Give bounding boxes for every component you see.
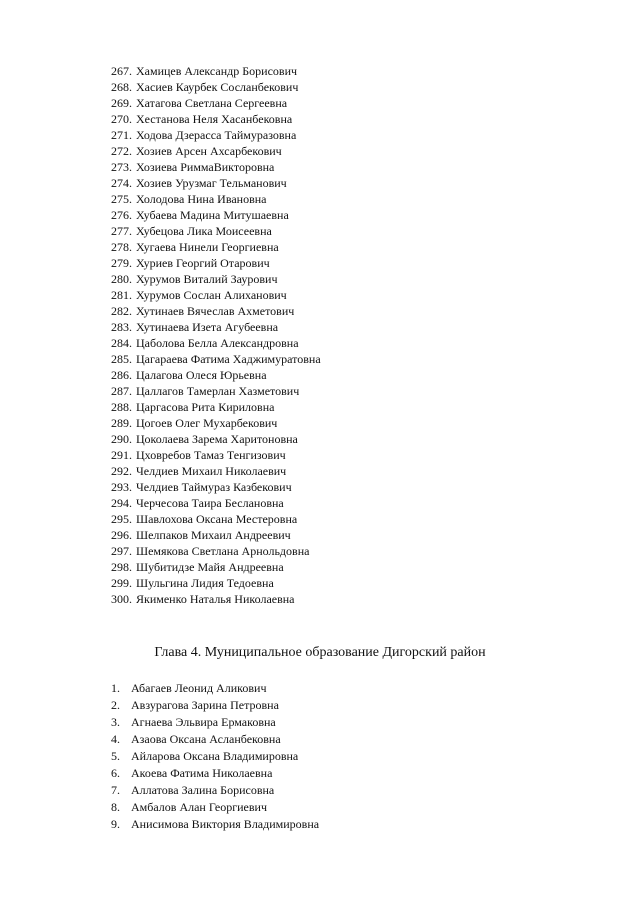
list-item [111,367,321,383]
list-item [111,127,321,143]
list-item [111,543,321,559]
item-name: Амбалов Алан Георгиевич [131,800,267,814]
item-number: 274. [111,176,132,190]
item-name: Челдиев Таймураз Казбекович [136,480,292,494]
item-number: 285. [111,352,132,366]
list-item [111,431,321,447]
item-name: Шубитидзе Майя Андреевна [136,560,284,574]
item-number: 275. [111,192,132,206]
list-item [111,287,321,303]
item-number: 273. [111,160,132,174]
list-item [111,159,321,175]
item-number: 267. [111,64,132,78]
list-item [111,782,319,799]
item-number: 2. [111,698,120,712]
item-name: Айларова Оксана Владимировна [131,749,299,763]
item-name: Хасиев Каурбек Сосланбекович [136,80,299,94]
item-number: 282. [111,304,132,318]
item-name: Царгасова Рита Кириловна [136,400,275,414]
item-number: 289. [111,416,132,430]
item-number: 278. [111,240,132,254]
item-name: Хатагова Светлана Сергеевна [136,96,288,110]
item-name: Цогоев Олег Мухарбекович [136,416,278,430]
item-name: Ходова Дзерасса Таймуразовна [136,128,297,142]
item-name: Цоколаева Зарема Харитоновна [136,432,298,446]
item-name: Цагараева Фатима Хаджимуратовна [136,352,321,366]
list-item [111,697,319,714]
name-list-chapter-4 [111,680,319,833]
item-name: Азаова Оксана Асланбековна [131,732,281,746]
chapter-heading: Глава 4. Муниципальное образование Дигорский район [154,645,486,660]
list-item [111,527,321,543]
item-number: 6. [111,766,120,780]
item-number: 269. [111,96,132,110]
list-item [111,303,321,319]
list-item [111,575,321,591]
list-item [111,111,321,127]
list-item [111,79,321,95]
item-number: 283. [111,320,132,334]
item-number: 277. [111,224,132,238]
item-name: Хугаева Нинели Георгиевна [136,240,279,254]
list-item [111,271,321,287]
list-item [111,255,321,271]
list-item [111,816,319,833]
list-item [111,175,321,191]
item-number: 292. [111,464,132,478]
item-name: Хамицев Александр Борисович [136,64,298,78]
item-name: Якименко Наталья Николаевна [136,592,295,606]
list-item [111,463,321,479]
list-item [111,335,321,351]
list-item [111,495,321,511]
item-name: Хозиев Арсен Ахсарбекович [136,144,282,158]
item-number: 5. [111,749,120,763]
list-item [111,383,321,399]
list-item [111,207,321,223]
list-item [111,415,321,431]
item-name: Цаболова Белла Александровна [136,336,299,350]
list-item [111,748,319,765]
item-number: 8. [111,800,120,814]
item-number: 284. [111,336,132,350]
list-item [111,731,319,748]
name-list-previous-chapter [111,63,321,607]
list-item [111,714,319,731]
item-number: 294. [111,496,132,510]
item-number: 4. [111,732,120,746]
list-item [111,143,321,159]
item-number: 270. [111,112,132,126]
item-number: 279. [111,256,132,270]
item-number: 271. [111,128,132,142]
item-name: Хестанова Неля Хасанбековна [136,112,293,126]
item-name: Шульгина Лидия Тедоевна [136,576,274,590]
item-name: Шавлохова Оксана Местеровна [136,512,298,526]
item-name: Челдиев Михаил Николаевич [136,464,287,478]
item-name: Холодова Нина Ивановна [136,192,267,206]
item-number: 297. [111,544,132,558]
item-name: Черчесова Таира Беслановна [136,496,284,510]
list-item [111,239,321,255]
item-name: Шелпаков Михаил Андреевич [136,528,291,542]
item-number: 281. [111,288,132,302]
item-number: 299. [111,576,132,590]
item-number: 3. [111,715,120,729]
item-number: 298. [111,560,132,574]
item-name: Хозиева РиммаВикторовна [136,160,275,174]
list-item [111,191,321,207]
item-name: Анисимова Виктория Владимировна [131,817,320,831]
item-number: 290. [111,432,132,446]
item-name: Цалагова Олеся Юрьевна [136,368,267,382]
item-number: 276. [111,208,132,222]
item-number: 291. [111,448,132,462]
list-item [111,591,321,607]
item-number: 295. [111,512,132,526]
item-name: Хурумов Сослан Алиханович [136,288,287,302]
item-name: Хутинаев Вячеслав Ахметович [136,304,295,318]
item-name: Цховребов Тамаз Тенгизович [136,448,286,462]
item-name: Акоева Фатима Николаевна [131,766,273,780]
item-number: 9. [111,817,120,831]
item-name: Шемякова Светлана Арнольдовна [136,544,310,558]
item-name: Абагаев Леонид Аликович [131,681,267,695]
item-number: 280. [111,272,132,286]
list-item [111,351,321,367]
item-number: 287. [111,384,132,398]
item-name: Хубаева Мадина Митушаевна [136,208,289,222]
list-item [111,447,321,463]
item-number: 300. [111,592,132,606]
item-number: 296. [111,528,132,542]
item-name: Хуриев Георгий Отарович [136,256,270,270]
item-name: Цаллагов Тамерлан Хазметович [136,384,300,398]
item-name: Хозиев Урузмаг Тельманович [136,176,287,190]
item-number: 7. [111,783,120,797]
list-item [111,319,321,335]
item-number: 288. [111,400,132,414]
list-item [111,511,321,527]
item-name: Хубецова Лика Моисеевна [136,224,272,238]
item-number: 293. [111,480,132,494]
item-name: Хутинаева Изета Агубеевна [136,320,279,334]
item-name: Аллатова Залина Борисовна [131,783,275,797]
list-item [111,63,321,79]
list-item [111,399,321,415]
list-item [111,95,321,111]
item-number: 286. [111,368,132,382]
item-number: 268. [111,80,132,94]
list-item [111,559,321,575]
list-item [111,799,319,816]
item-name: Хурумов Виталий Заурович [136,272,278,286]
list-item [111,680,319,697]
item-number: 1. [111,681,120,695]
list-item [111,223,321,239]
item-number: 272. [111,144,132,158]
item-name: Агнаева Эльвира Ермаковна [131,715,276,729]
item-name: Авзурагова Зарина Петровна [131,698,279,712]
list-item [111,765,319,782]
list-item [111,479,321,495]
